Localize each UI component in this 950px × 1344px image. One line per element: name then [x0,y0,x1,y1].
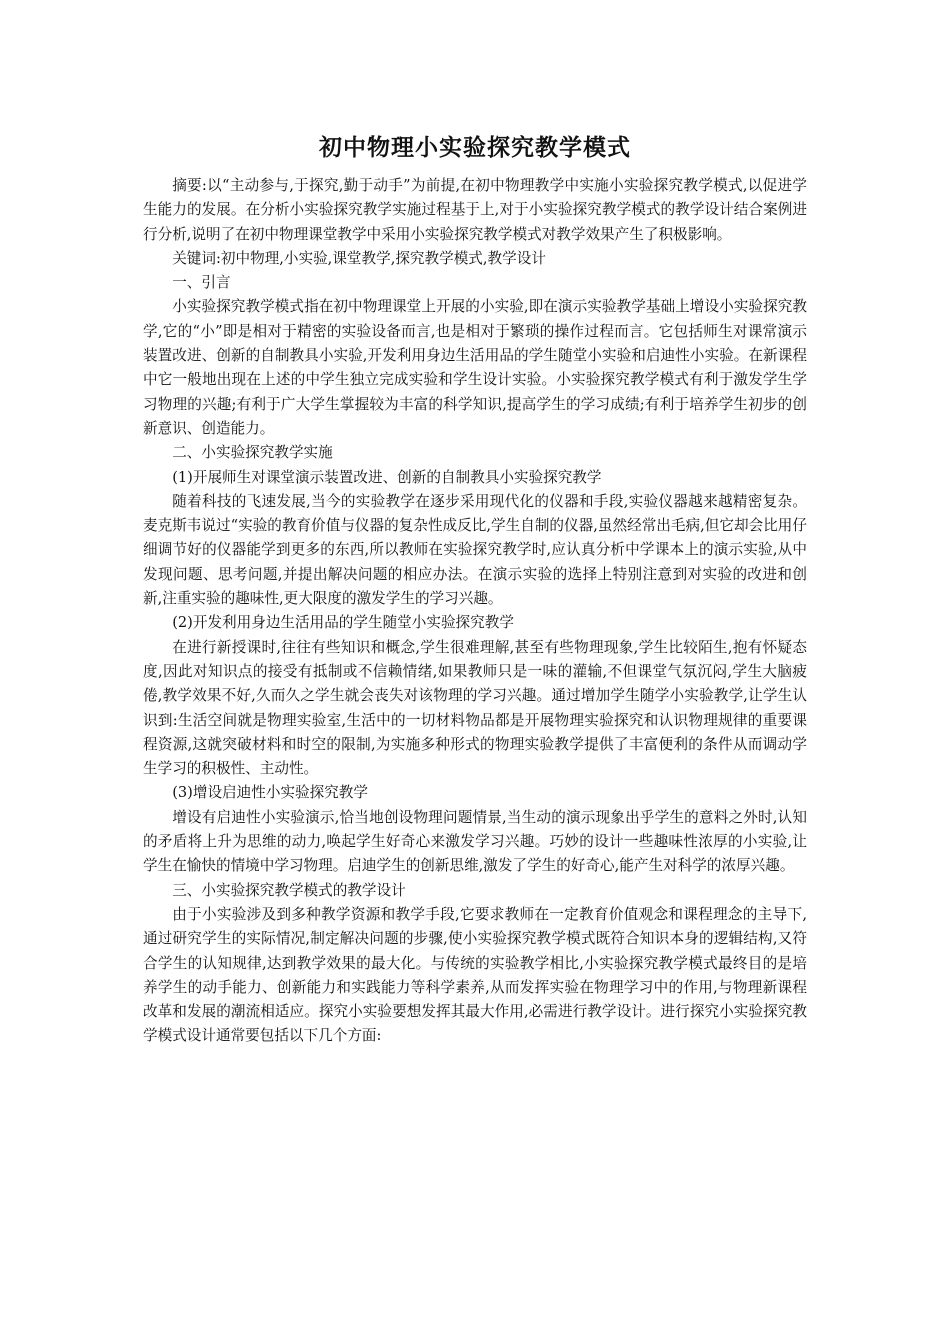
document-page [143,128,807,1049]
document-title: 初中物理小实验探究教学模式 [319,134,631,161]
subsection-paragraph-2: 在进行新授课时,往往有些知识和概念,学生很难理解,甚至有些物理现象,学生比较陌生,抱有怀疑态度,因此对知识点的接受有抵制或不信赖情绪,如果教师只是一味的灌输,不但课堂气氛沉闷,学生大脑疲倦,教学效果不好,久而久之学生就会丧失对该物理的学习兴趣。通过增加学生随学小实验教学,让学生认识到:生活空间就是物理实验室,生活中的一切材料物品都是开展物理实验探究和认识物理规律的重要课程资源,这就突破材料和时空的限制,为实施多种形式的物理实验教学提供了丰富便利的条件从而调动学生学习的积极性、主动性。 [143,638,807,778]
keywords-line: 关键词:初中物理,小实验,课堂教学,探究教学模式,教学设计 [172,249,546,267]
subsection-heading-3: (3)增设启迪性小实验探究教学 [172,784,368,802]
subsection-paragraph-3: 增设有启迪性小实验演示,恰当地创设物理问题情景,当生动的演示现象出乎学生的意料之外时,认知的矛盾将上升为思维的动力,唤起学生好奇心来激发学习兴趣。巧妙的设计一些趣味性浓厚的小实验,让学生在愉快的情境中学习物理。启迪学生的创新思维,激发了学生的好奇心,能产生对科学的浓厚兴趣。 [143,808,807,875]
subsection-paragraph-1: 随着科技的飞速发展,当今的实验教学在逐步采用现代化的仪器和手段,实验仪器越来越精密复杂。麦克斯韦说过“实验的教育价值与仪器的复杂性成反比,学生自制的仪器,虽然经常出毛病,但它却会比用仔细调节好的仪器能学到更多的东西,所以教师在实验探究教学时,应认真分析中学课本上的演示实验,从中发现问题、思考问题,并提出解决问题的相应办法。在演示实验的选择上特别注意到对实验的改进和创新,注重实验的趣味性,更大限度的激发学生的学习兴趣。 [143,492,807,608]
abstract-paragraph: 摘要:以“主动参与,于探究,勤于动手”为前提,在初中物理教学中实施小实验探究教学模式,以促进学生能力的发展。在分析小实验探究教学实施过程基于上,对于小实验探究教学模式的教学设计结合案例进行分析,说明了在初中物理课堂教学中采用小实验探究教学模式对教学效果产生了积极影响。 [143,177,807,243]
section-heading-introduction: 一、引言 [172,274,231,292]
section-heading-implementation: 二、小实验探究教学实施 [172,444,333,462]
subsection-heading-1: (1)开展师生对课堂演示装置改进、创新的自制教具小实验探究教学 [172,468,602,486]
subsection-heading-2: (2)开发利用身边生活用品的学生随堂小实验探究教学 [172,614,514,632]
introduction-paragraph: 小实验探究教学模式指在初中物理课堂上开展的小实验,即在演示实验教学基础上增设小实验探究教学,它的“小”即是相对于精密的实验设备而言,也是相对于繁琐的操作过程而言。它包括师生对课常演示装置改进、创新的自制教具小实验,开发利用身边生活用品的学生随堂小实验和启迪性小实验。在新课程中它一般地出现在上述的中学生独立完成实验和学生设计实验。小实验探究教学模式有利于激发学生学习物理的兴趣;有利于广大学生掌握较为丰富的科学知识,提高学生的学习成绩;有利于培养学生初步的创新意识、创造能力。 [143,298,807,437]
design-paragraph: 由于小实验涉及到多种教学资源和教学手段,它要求教师在一定教育价值观念和课程理念的主导下,通过研究学生的实际情况,制定解决问题的步骤,使小实验探究教学模式既符合知识本身的逻辑结构,又符合学生的认知规律,达到教学效果的最大化。与传统的实验教学相比,小实验探究教学模式最终目的是培养学生的动手能力、创新能力和实践能力等科学素养,从而发挥实验在物理学习中的作用,与物理新课程改革和发展的潮流相适应。探究小实验要想发挥其最大作用,必需进行教学设计。进行探究小实验探究教学模式设计通常要包括以下几个方面: [143,905,807,1045]
section-heading-design: 三、小实验探究教学模式的教学设计 [172,881,406,899]
